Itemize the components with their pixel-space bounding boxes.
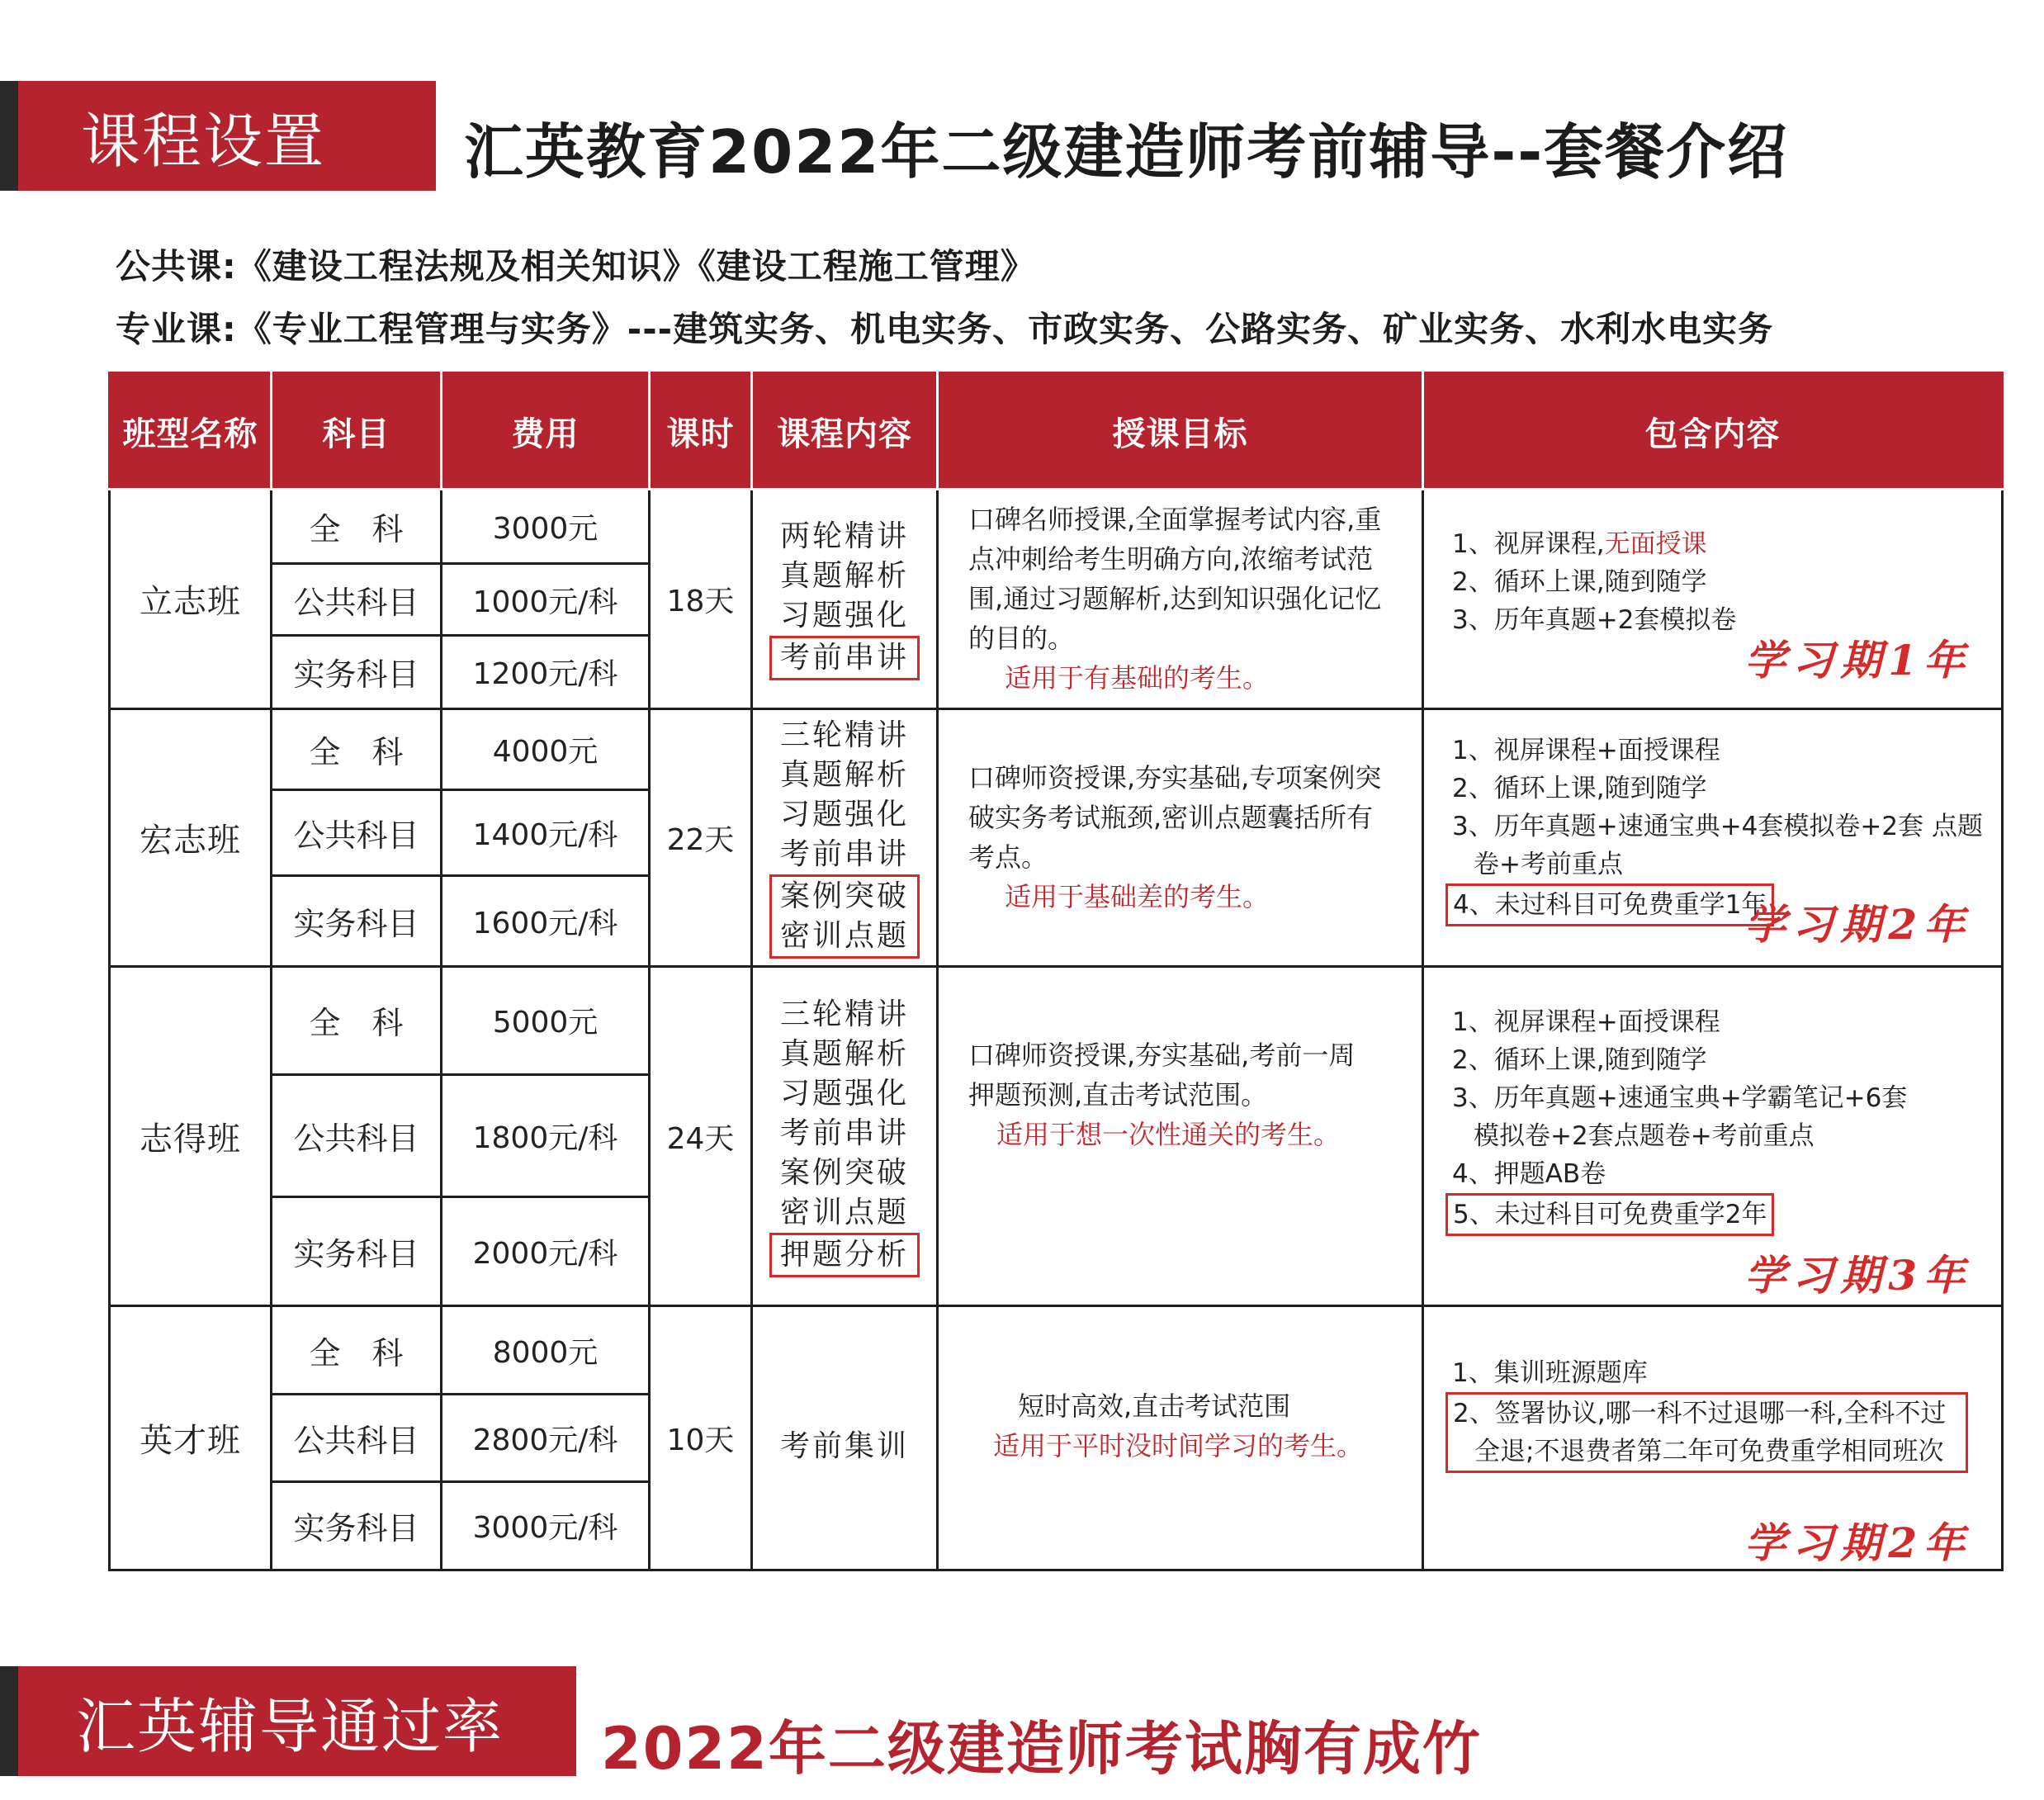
subject-cell: 公共科目 (272, 1074, 442, 1196)
subject-cell: 实务科目 (272, 636, 442, 708)
col-header-class: 班型名称 (110, 373, 272, 490)
content-cell (752, 967, 938, 1306)
fee-cell: 4000元 (442, 708, 650, 789)
fee-cell: 8000元 (442, 1306, 650, 1395)
include-highlight: 2、签署协议,哪一科不过退哪一科,全科不过 (1453, 1398, 1947, 1428)
goal-line: 口碑师资授课,夯实基础,考前一周 (968, 1040, 1356, 1072)
content-cell (752, 1306, 938, 1570)
col-header-include: 包含内容 (1423, 373, 2003, 490)
include-line: 1、视屏课程, (1452, 529, 1605, 560)
fee-cell: 3000元 (442, 490, 650, 564)
professional-course-line: 专业课:《专业工程管理与实务》---建筑实务、机电实务、市政实务、公路实务、矿业实务、水利水电实务 (116, 309, 1774, 349)
include-line: 1、视屏课程+面授课程 (1452, 736, 1720, 766)
table-row (110, 490, 2003, 564)
header-banner (18, 81, 436, 191)
table-row (110, 708, 2003, 789)
goal-audience: 适用于有基础的考生。 (1005, 662, 1270, 694)
class-name: 志得班 (110, 967, 272, 1306)
goal-audience: 适用于想一次性通关的考生。 (996, 1119, 1341, 1151)
table-header-row (110, 373, 2003, 490)
include-line: 3、历年真题+速通宝典+学霸笔记+6套 (1452, 1083, 1908, 1114)
col-header-goal: 授课目标 (938, 373, 1423, 490)
col-header-content: 课程内容 (752, 373, 938, 490)
study-period: 学习期3年 (1744, 1251, 1971, 1300)
hours-cell: 22天 (650, 708, 752, 967)
subject-cell: 实务科目 (272, 1196, 442, 1305)
include-line: 1、视屏课程+面授课程 (1452, 1007, 1720, 1038)
include-line: 3、历年真题+速通宝典+4套模拟卷+2套 点题 (1452, 812, 1983, 842)
header-accent-bar (0, 81, 18, 191)
include-line: 3、历年真题+2套模拟卷 (1452, 605, 1737, 636)
goal-line: 的目的。 (968, 623, 1075, 655)
goal-line: 口碑名师授课,全面掌握考试内容,重 (968, 504, 1382, 536)
subject-cell: 全 科 (272, 708, 442, 789)
include-highlight-box (1445, 1392, 1968, 1473)
goal-audience: 适用于基础差的考生。 (1005, 881, 1270, 913)
fee-cell: 1200元/科 (442, 636, 650, 708)
col-header-fee: 费用 (442, 373, 650, 490)
content-item: 密训点题 (779, 1196, 909, 1230)
class-name: 宏志班 (110, 708, 272, 967)
goal-audience: 适用于平时没时间学习的考生。 (993, 1429, 1364, 1461)
fee-cell: 1600元/科 (442, 876, 650, 967)
footer-banner (18, 1666, 576, 1776)
fee-cell: 1800元/科 (442, 1074, 650, 1196)
class-name: 立志班 (110, 490, 272, 709)
include-line: 卷+考前重点 (1474, 850, 1623, 880)
study-period: 学习期2年 (1744, 1518, 1971, 1567)
content-item: 真题解析 (779, 1037, 909, 1072)
fee-cell: 3000元/科 (442, 1481, 650, 1570)
study-period: 学习期1年 (1744, 635, 1971, 684)
include-highlight: 无面授课 (1604, 529, 1707, 560)
footer-banner-label: 汇英辅导通过率 (76, 1691, 504, 1761)
package-table (108, 372, 2004, 1571)
include-line: 2、循环上课,随到随学 (1452, 774, 1707, 804)
content-item: 真题解析 (779, 758, 909, 793)
include-line: 模拟卷+2套点题卷+考前重点 (1474, 1121, 1815, 1152)
content-item: 考前串讲 (779, 1116, 909, 1151)
hours-cell: 24天 (650, 967, 752, 1306)
content-item-highlighted: 案例突破 (779, 879, 909, 914)
include-line: 2、循环上课,随到随学 (1452, 567, 1707, 598)
table-row (110, 967, 2003, 1074)
table-row (110, 1306, 2003, 1395)
content-item: 案例突破 (779, 1156, 909, 1191)
content-highlight-box (769, 874, 920, 959)
goal-cell (938, 1306, 1423, 1570)
goal-line: 押题预测,直击考试范围。 (968, 1079, 1268, 1111)
include-cell (1423, 1306, 2003, 1570)
hours-cell: 10天 (650, 1306, 752, 1570)
fee-cell: 2800元/科 (442, 1395, 650, 1481)
goal-line: 破实务考试瓶颈,密训点题囊括所有 (968, 802, 1374, 834)
content-item: 三轮精讲 (779, 718, 909, 753)
content-item: 真题解析 (779, 559, 909, 594)
footer-title: 2022年二级建造师考试胸有成竹 (601, 1715, 1482, 1783)
include-highlight: 全退;不退费者第二年可免费重学相同班次 (1474, 1436, 1944, 1466)
content-item: 习题强化 (779, 798, 909, 832)
fee-cell: 2000元/科 (442, 1196, 650, 1305)
include-cell (1423, 967, 2003, 1306)
subject-cell: 全 科 (272, 967, 442, 1074)
goal-line: 短时高效,直击考试范围 (1018, 1390, 1291, 1422)
content-item-highlighted: 密训点题 (779, 919, 909, 954)
content-item: 习题强化 (779, 599, 909, 633)
goal-cell (938, 708, 1423, 967)
goal-line: 围,通过习题解析,达到知识强化记忆 (968, 583, 1382, 615)
subject-cell: 全 科 (272, 490, 442, 564)
fee-cell: 1400元/科 (442, 789, 650, 875)
goal-line: 点冲刺给考生明确方向,浓缩考试范 (968, 543, 1374, 576)
content-item: 考前集训 (779, 1428, 909, 1463)
include-cell (1423, 708, 2003, 967)
hours-cell: 18天 (650, 490, 752, 709)
subject-cell: 公共科目 (272, 564, 442, 636)
page-title: 汇英教育2022年二级建造师考前辅导--套餐介绍 (464, 117, 1789, 187)
goal-line: 考点。 (968, 841, 1048, 874)
content-item-highlighted: 考前串讲 (769, 636, 920, 680)
content-item: 两轮精讲 (779, 519, 909, 554)
subject-cell: 实务科目 (272, 1481, 442, 1570)
goal-cell (938, 490, 1423, 709)
study-period: 学习期2年 (1744, 900, 1971, 950)
content-cell (752, 708, 938, 967)
fee-cell: 5000元 (442, 967, 650, 1074)
col-header-hours: 课时 (650, 373, 752, 490)
col-header-subject: 科目 (272, 373, 442, 490)
subject-cell: 公共科目 (272, 789, 442, 875)
goal-cell (938, 967, 1423, 1306)
include-line: 4、押题AB卷 (1452, 1159, 1606, 1190)
include-line: 2、循环上课,随到随学 (1452, 1045, 1707, 1076)
subject-cell: 全 科 (272, 1306, 442, 1395)
content-item: 习题强化 (779, 1077, 909, 1111)
include-cell (1423, 490, 2003, 709)
include-highlight: 4、未过科目可免费重学1年 (1445, 883, 1774, 926)
goal-line: 口碑师资授课,夯实基础,专项案例突 (968, 762, 1382, 794)
content-item: 三轮精讲 (779, 997, 909, 1032)
class-name: 英才班 (110, 1306, 272, 1570)
public-course-line: 公共课:《建设工程法规及相关知识》《建设工程施工管理》 (116, 246, 1036, 287)
content-cell (752, 490, 938, 709)
fee-cell: 1000元/科 (442, 564, 650, 636)
footer-accent-bar (0, 1666, 18, 1776)
include-highlight: 5、未过科目可免费重学2年 (1445, 1193, 1774, 1236)
subject-cell: 公共科目 (272, 1395, 442, 1481)
include-line: 1、集训班源题库 (1452, 1357, 1648, 1388)
header-banner-label: 课程设置 (81, 106, 326, 176)
content-item: 考前串讲 (779, 837, 909, 872)
subject-cell: 实务科目 (272, 876, 442, 967)
content-item-highlighted: 押题分析 (769, 1233, 920, 1277)
